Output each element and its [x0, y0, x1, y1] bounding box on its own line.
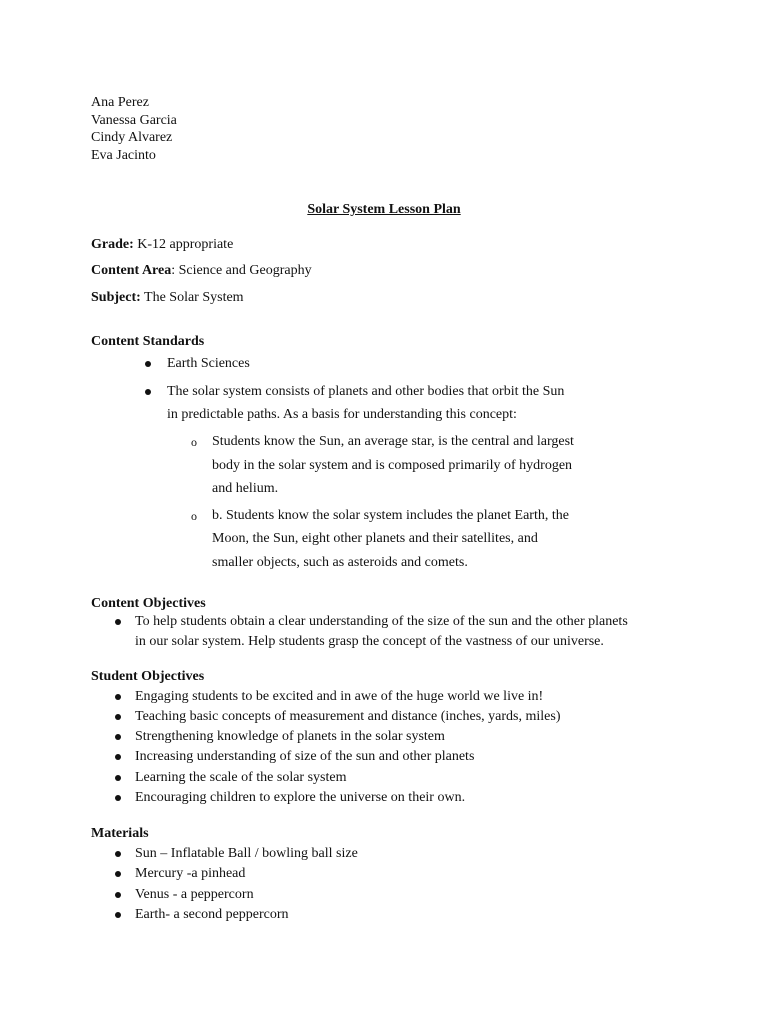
- author-name: Vanessa Garcia: [91, 113, 177, 128]
- list-item: Increasing understanding of size of the sun and other planets: [135, 749, 475, 764]
- list-item: Mercury -a pinhead: [135, 866, 246, 881]
- bullet-icon: [115, 892, 121, 898]
- bullet-icon: [115, 694, 121, 700]
- bullet-icon: [145, 389, 151, 395]
- bullet-icon: [115, 619, 121, 625]
- section-heading: Materials: [91, 826, 149, 841]
- list-item-line: The solar system consists of planets and other bodies that orbit the Sun: [167, 384, 565, 399]
- author-name: Eva Jacinto: [91, 148, 156, 163]
- sub-list-item-line: smaller objects, such as asteroids and comets.: [212, 555, 468, 570]
- sub-list-item-line: and helium.: [212, 481, 279, 496]
- field-value: K-12 appropriate: [133, 237, 234, 252]
- list-item: Venus - a peppercorn: [135, 887, 254, 902]
- list-item: Strengthening knowledge of planets in the solar system: [135, 729, 445, 744]
- sub-list-item-line: b. Students know the solar system includes the planet Earth, the: [212, 508, 569, 523]
- sub-list-item-line: Students know the Sun, an average star, is the central and largest: [212, 434, 574, 449]
- section-heading: Student Objectives: [91, 669, 205, 684]
- circle-bullet-icon: o: [191, 509, 197, 523]
- bullet-icon: [115, 734, 121, 740]
- list-item-line: in predictable paths. As a basis for understanding this concept:: [167, 407, 517, 422]
- circle-bullet-icon: o: [191, 435, 197, 449]
- list-item: Teaching basic concepts of measurement and distance (inches, yards, miles): [135, 709, 561, 724]
- list-item: Encouraging children to explore the universe on their own.: [135, 790, 466, 805]
- bullet-icon: [115, 714, 121, 720]
- field-label: Subject:: [91, 290, 141, 305]
- bullet-icon: [115, 795, 121, 801]
- section-heading: Content Standards: [91, 334, 205, 349]
- author-name: Cindy Alvarez: [91, 130, 173, 145]
- bullet-icon: [115, 871, 121, 877]
- document-title: Solar System Lesson Plan: [307, 202, 461, 217]
- subject-field: [91, 289, 244, 307]
- bullet-icon: [115, 775, 121, 781]
- section-heading: Content Objectives: [91, 596, 206, 611]
- list-item-line: To help students obtain a clear understanding of the size of the sun and the other planets: [135, 614, 628, 629]
- author-name: Ana Perez: [91, 95, 149, 110]
- list-item: Earth- a second peppercorn: [135, 907, 289, 922]
- list-item: Sun – Inflatable Ball / bowling ball size: [135, 846, 358, 861]
- list-item: Learning the scale of the solar system: [135, 770, 347, 785]
- bullet-icon: [115, 912, 121, 918]
- sub-list-item-line: Moon, the Sun, eight other planets and their satellites, and: [212, 531, 538, 546]
- field-value: The Solar System: [140, 290, 244, 305]
- sub-list-item-line: body in the solar system and is composed primarily of hydrogen: [212, 458, 573, 473]
- list-item-line: in our solar system. Help students grasp the concept of the vastness of our universe.: [135, 634, 604, 649]
- list-item: Engaging students to be excited and in awe of the huge world we live in!: [135, 689, 544, 704]
- grade-field: [91, 236, 233, 254]
- bullet-icon: [115, 754, 121, 760]
- field-label: Content Area: [91, 263, 172, 278]
- list-item: Earth Sciences: [167, 356, 250, 371]
- bullet-icon: [115, 851, 121, 857]
- content-area-field: [91, 262, 312, 280]
- field-label: Grade:: [91, 237, 134, 252]
- field-value: : Science and Geography: [171, 263, 312, 278]
- bullet-icon: [145, 361, 151, 367]
